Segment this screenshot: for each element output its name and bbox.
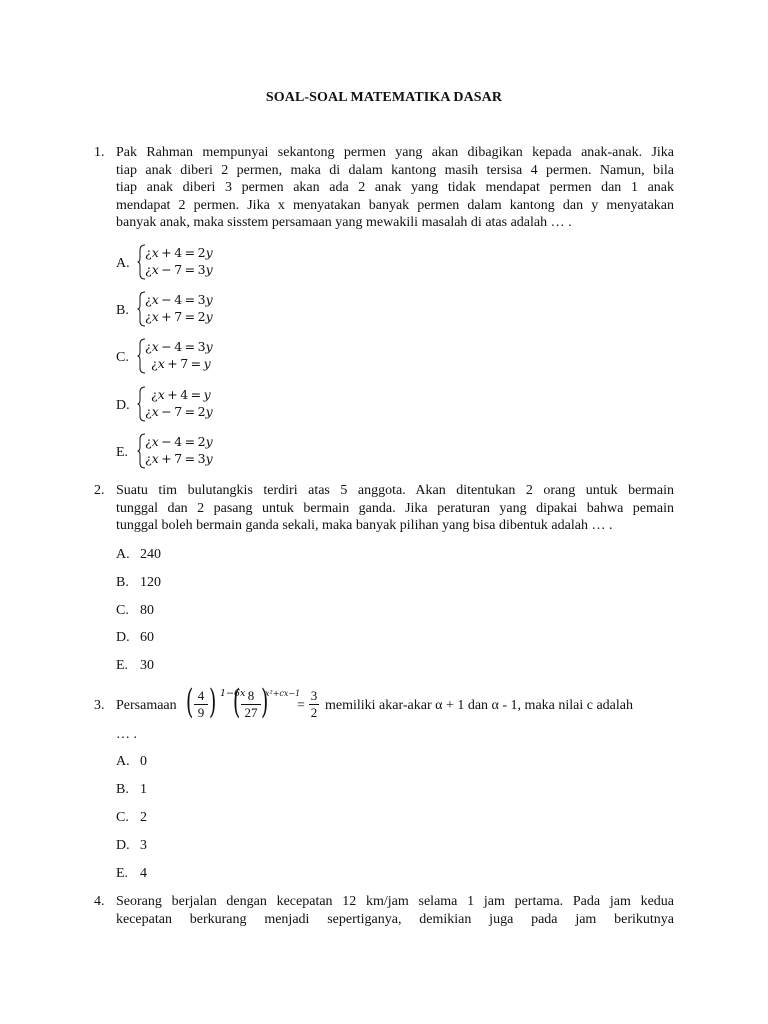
equation-line: ¿x − 7 = 3y [145, 262, 213, 277]
question-2-line: tunggal dan 2 pasang untuk bermain ganda. Jika peraturan yang dipakai bahwa pemain [116, 500, 674, 516]
q3-option-b-label: B. [116, 782, 129, 797]
q2-option-b-label: B. [116, 575, 129, 590]
q3-option-c-value: 2 [140, 810, 147, 825]
q1-option-c-label: C. [116, 350, 129, 365]
question-1-line: tiap anak diberi 3 permen akan ada 2 anak yang tidak mendapat permen dan 1 anak [116, 180, 674, 195]
question-2-line: tunggal boleh bermain ganda sekali, maka banyak pilihan yang bisa dibentuk adalah … . [116, 518, 613, 533]
fraction-4-9: $\frac{4}{9}$ [194, 688, 208, 721]
q2-option-a-label: A. [116, 547, 130, 562]
q3-option-e-label: E. [116, 866, 129, 881]
q2-option-b-value: 120 [140, 575, 161, 590]
exponent-1: 1−6x [220, 688, 246, 699]
equation-line: ¿x + 4 = 2y [145, 245, 213, 260]
question-1-number: 1. [94, 145, 105, 160]
page-title: SOAL-SOAL MATEMATIKA DASAR [265, 90, 503, 105]
question-2-text [116, 482, 674, 535]
q2-option-d-value: 60 [140, 630, 154, 645]
equals-sign: = [297, 698, 305, 713]
q3-option-d-value: 3 [140, 838, 147, 853]
equation-line: ¿x − 7 = 2y [145, 404, 213, 419]
fraction-3-2: $\frac{3}{2}$ [310, 688, 318, 720]
fraction-8-27: $\frac{8}{27}$ [241, 688, 261, 721]
right-paren-icon: ) [209, 682, 217, 722]
question-4-line: kecepatan berkurang menjadi sepertiganya, demikian juga pada jam berikutnya [116, 911, 674, 927]
q1-option-a-label: A. [116, 256, 130, 271]
question-3-equation-line [116, 682, 676, 726]
equation-line: ¿x + 7 = 3y [145, 451, 213, 466]
question-3-continuation: … . [116, 727, 137, 742]
q3-option-a-value: 0 [140, 754, 147, 769]
equation-line: ¿x + 7 = 2y [145, 309, 213, 324]
q1-option-e-label: E. [116, 445, 129, 460]
question-3-suffix: memiliki akar-akar α + 1 dan α - 1, maka nilai c adalah [325, 698, 633, 713]
question-1-line: tiap anak diberi 2 permen, maka di dalam kantong masih tersisa 4 permen. Namun, bila [116, 162, 674, 178]
equation-line: ¿x + 7 = y [151, 356, 211, 371]
q2-option-c-label: C. [116, 603, 129, 618]
equation-line: ¿x − 4 = 3y [145, 339, 213, 354]
question-4-text [116, 893, 674, 928]
q2-option-e-label: E. [116, 658, 129, 673]
right-paren-icon: ) [261, 682, 269, 722]
q3-option-a-label: A. [116, 754, 130, 769]
q3-option-c-label: C. [116, 810, 129, 825]
left-paren-icon: ( [186, 682, 194, 722]
question-1-line: mendapat 2 permen. Jika x menyatakan banyak permen dalam kantong dan y menyatakan [116, 197, 674, 213]
equation-line: ¿x − 4 = 3y [145, 292, 213, 307]
question-4-line: Seorang berjalan dengan kecepatan 12 km/jam selama 1 jam pertama. Pada jam kedua [116, 894, 674, 909]
q2-option-a-value: 240 [140, 547, 161, 562]
q3-option-d-label: D. [116, 838, 130, 853]
question-2-number: 2. [94, 483, 105, 498]
q3-option-b-value: 1 [140, 782, 147, 797]
q2-option-c-value: 80 [140, 603, 154, 618]
question-1-line: banyak anak, maka sisstem persamaan yang mewakili masalah di atas adalah … . [116, 215, 572, 230]
equation-line: ¿x − 4 = 2y [145, 434, 213, 449]
question-2-line: Suatu tim bulutangkis terdiri atas 5 anggota. Akan ditentukan 2 orang untuk bermain [116, 483, 674, 498]
q3-option-e-value: 4 [140, 866, 147, 881]
question-1-line: Pak Rahman mempunyai sekantong permen yang akan dibagikan kepada anak-anak. Jika [116, 145, 674, 160]
q1-option-b-label: B. [116, 303, 129, 318]
question-4-number: 4. [94, 894, 105, 909]
equation-line: ¿x + 4 = y [151, 387, 211, 402]
question-1-text [116, 144, 674, 232]
question-3-number: 3. [94, 698, 105, 713]
q2-option-d-label: D. [116, 630, 130, 645]
q1-option-d-label: D. [116, 398, 130, 413]
exponent-2: x²+cx−1 [265, 689, 301, 698]
question-3-prefix: Persamaan [116, 698, 177, 713]
q2-option-e-value: 30 [140, 658, 154, 673]
left-paren-icon: ( [233, 682, 241, 722]
